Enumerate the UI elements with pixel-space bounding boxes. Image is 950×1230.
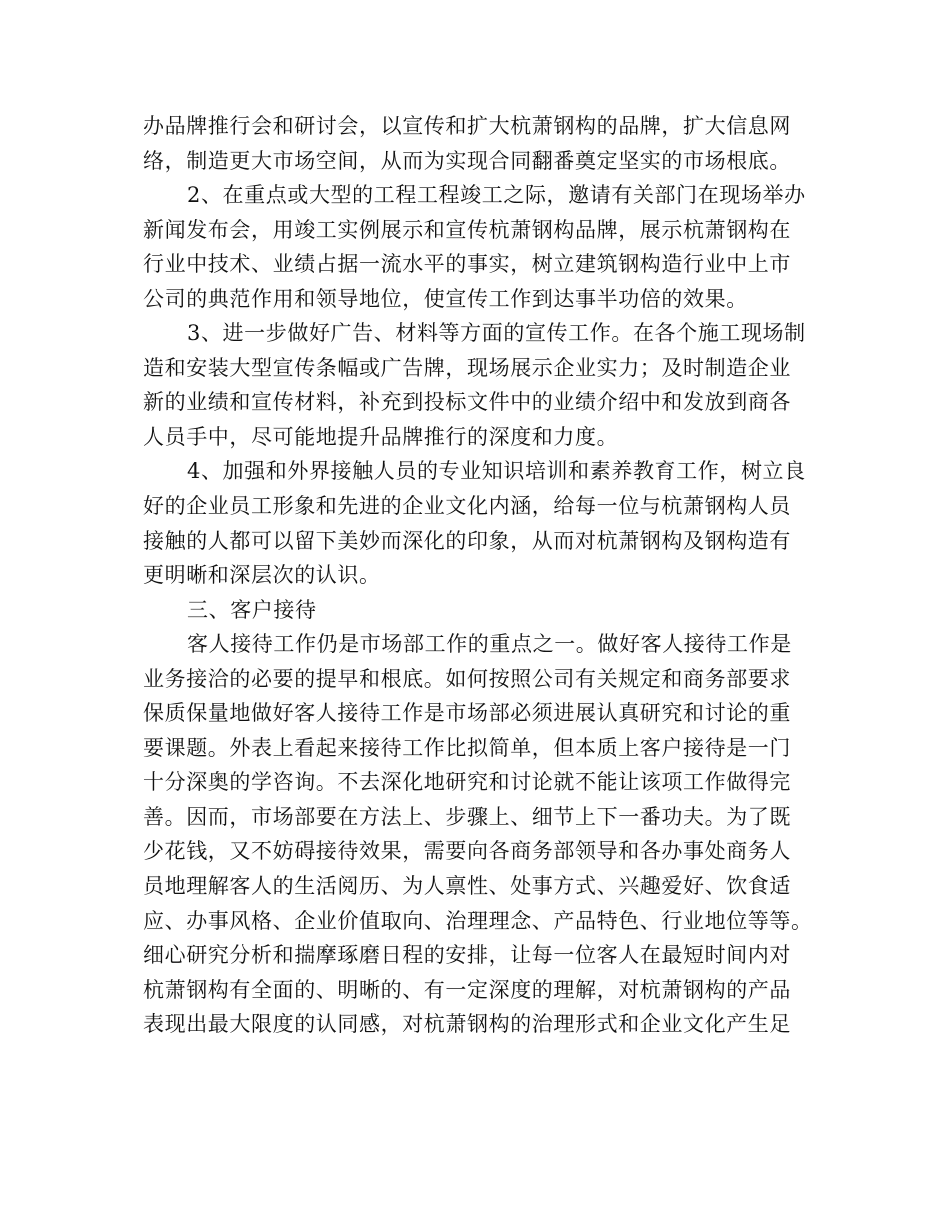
document-body xyxy=(143,109,815,1042)
text-line: 要课题。外表上看起来接待工作比拟简单，但本质上客户接待是一门 xyxy=(143,735,791,760)
text-line: 员地理解客人的生活阅历、为人禀性、处事方式、兴趣爱好、饮食适 xyxy=(143,874,791,899)
text-line: 更明晰和深层次的认识。 xyxy=(143,563,381,588)
text-line: 细心研究分析和揣摩琢磨日程的安排，让每一位客人在最短时间内对 xyxy=(143,943,791,968)
text-line: 办品牌推行会和研讨会，以宣传和扩大杭萧钢构的品牌，扩大信息网 xyxy=(143,114,791,138)
text-line: 杭萧钢构有全面的、明晰的、有一定深度的理解，对杭萧钢构的产品 xyxy=(143,977,791,1002)
text-line: 善。因而，市场部要在方法上、步骤上、细节上下一番功夫。为了既 xyxy=(143,804,791,829)
text-line: 应、办事风格、企业价值取向、治理理念、产品特色、行业地位等等。 xyxy=(143,908,813,933)
text-line: 接触的人都可以留下美妙而深化的印象，从而对杭萧钢构及钢构造有 xyxy=(143,528,791,553)
text-line: 保质保量地做好客人接待工作是市场部必须进展认真研究和讨论的重 xyxy=(143,701,791,726)
text-line: 新的业绩和宣传材料，补充到投标文件中的业绩介绍中和发放到商各 xyxy=(143,390,791,415)
text-line: 行业中技术、业绩占据一流水平的事实，树立建筑钢构造行业中上市 xyxy=(143,252,791,277)
text-line: 业务接洽的必要的提早和根底。如何按照公司有关规定和商务部要求 xyxy=(143,666,791,691)
text-line: 公司的典范作用和领导地位，使宣传工作到达事半功倍的效果。 xyxy=(143,286,748,311)
text-line: 络，制造更大市场空间，从而为实现合同翻番奠定坚实的市场根底。 xyxy=(143,148,791,173)
text-line: 表现出最大限度的认同感，对杭萧钢构的治理形式和企业文化产生足 xyxy=(143,1012,791,1037)
paragraph-start-line: 4、加强和外界接触人员的专业知识培训和素养教育工作，树立良 xyxy=(187,459,806,484)
text-line: 少花钱，又不妨碍接待效果，需要向各商务部领导和各办事处商务人 xyxy=(143,839,791,864)
section-heading: 三、客户接待 xyxy=(187,597,317,622)
paragraph-start-line: 客人接待工作仍是市场部工作的重点之一。做好客人接待工作是 xyxy=(187,632,792,657)
text-line: 造和安装大型宣传条幅或广告牌，现场展示企业实力；及时制造企业 xyxy=(143,355,791,380)
text-line: 十分深奥的学咨询。不去深化地研究和讨论就不能让该项工作做得完 xyxy=(143,770,791,795)
paragraph-start-line: 2、在重点或大型的工程工程竣工之际，邀请有关部门在现场举办 xyxy=(187,183,806,208)
paragraph-start-line: 3、进一步做好广告、材料等方面的宣传工作。在各个施工现场制 xyxy=(187,321,806,346)
text-line: 人员手中，尽可能地提升品牌推行的深度和力度。 xyxy=(143,424,619,449)
text-line: 好的企业员工形象和先进的企业文化内涵，给每一位与杭萧钢构人员 xyxy=(143,494,791,519)
text-line: 新闻发布会，用竣工实例展示和宣传杭萧钢构品牌，展示杭萧钢构在 xyxy=(143,217,791,242)
